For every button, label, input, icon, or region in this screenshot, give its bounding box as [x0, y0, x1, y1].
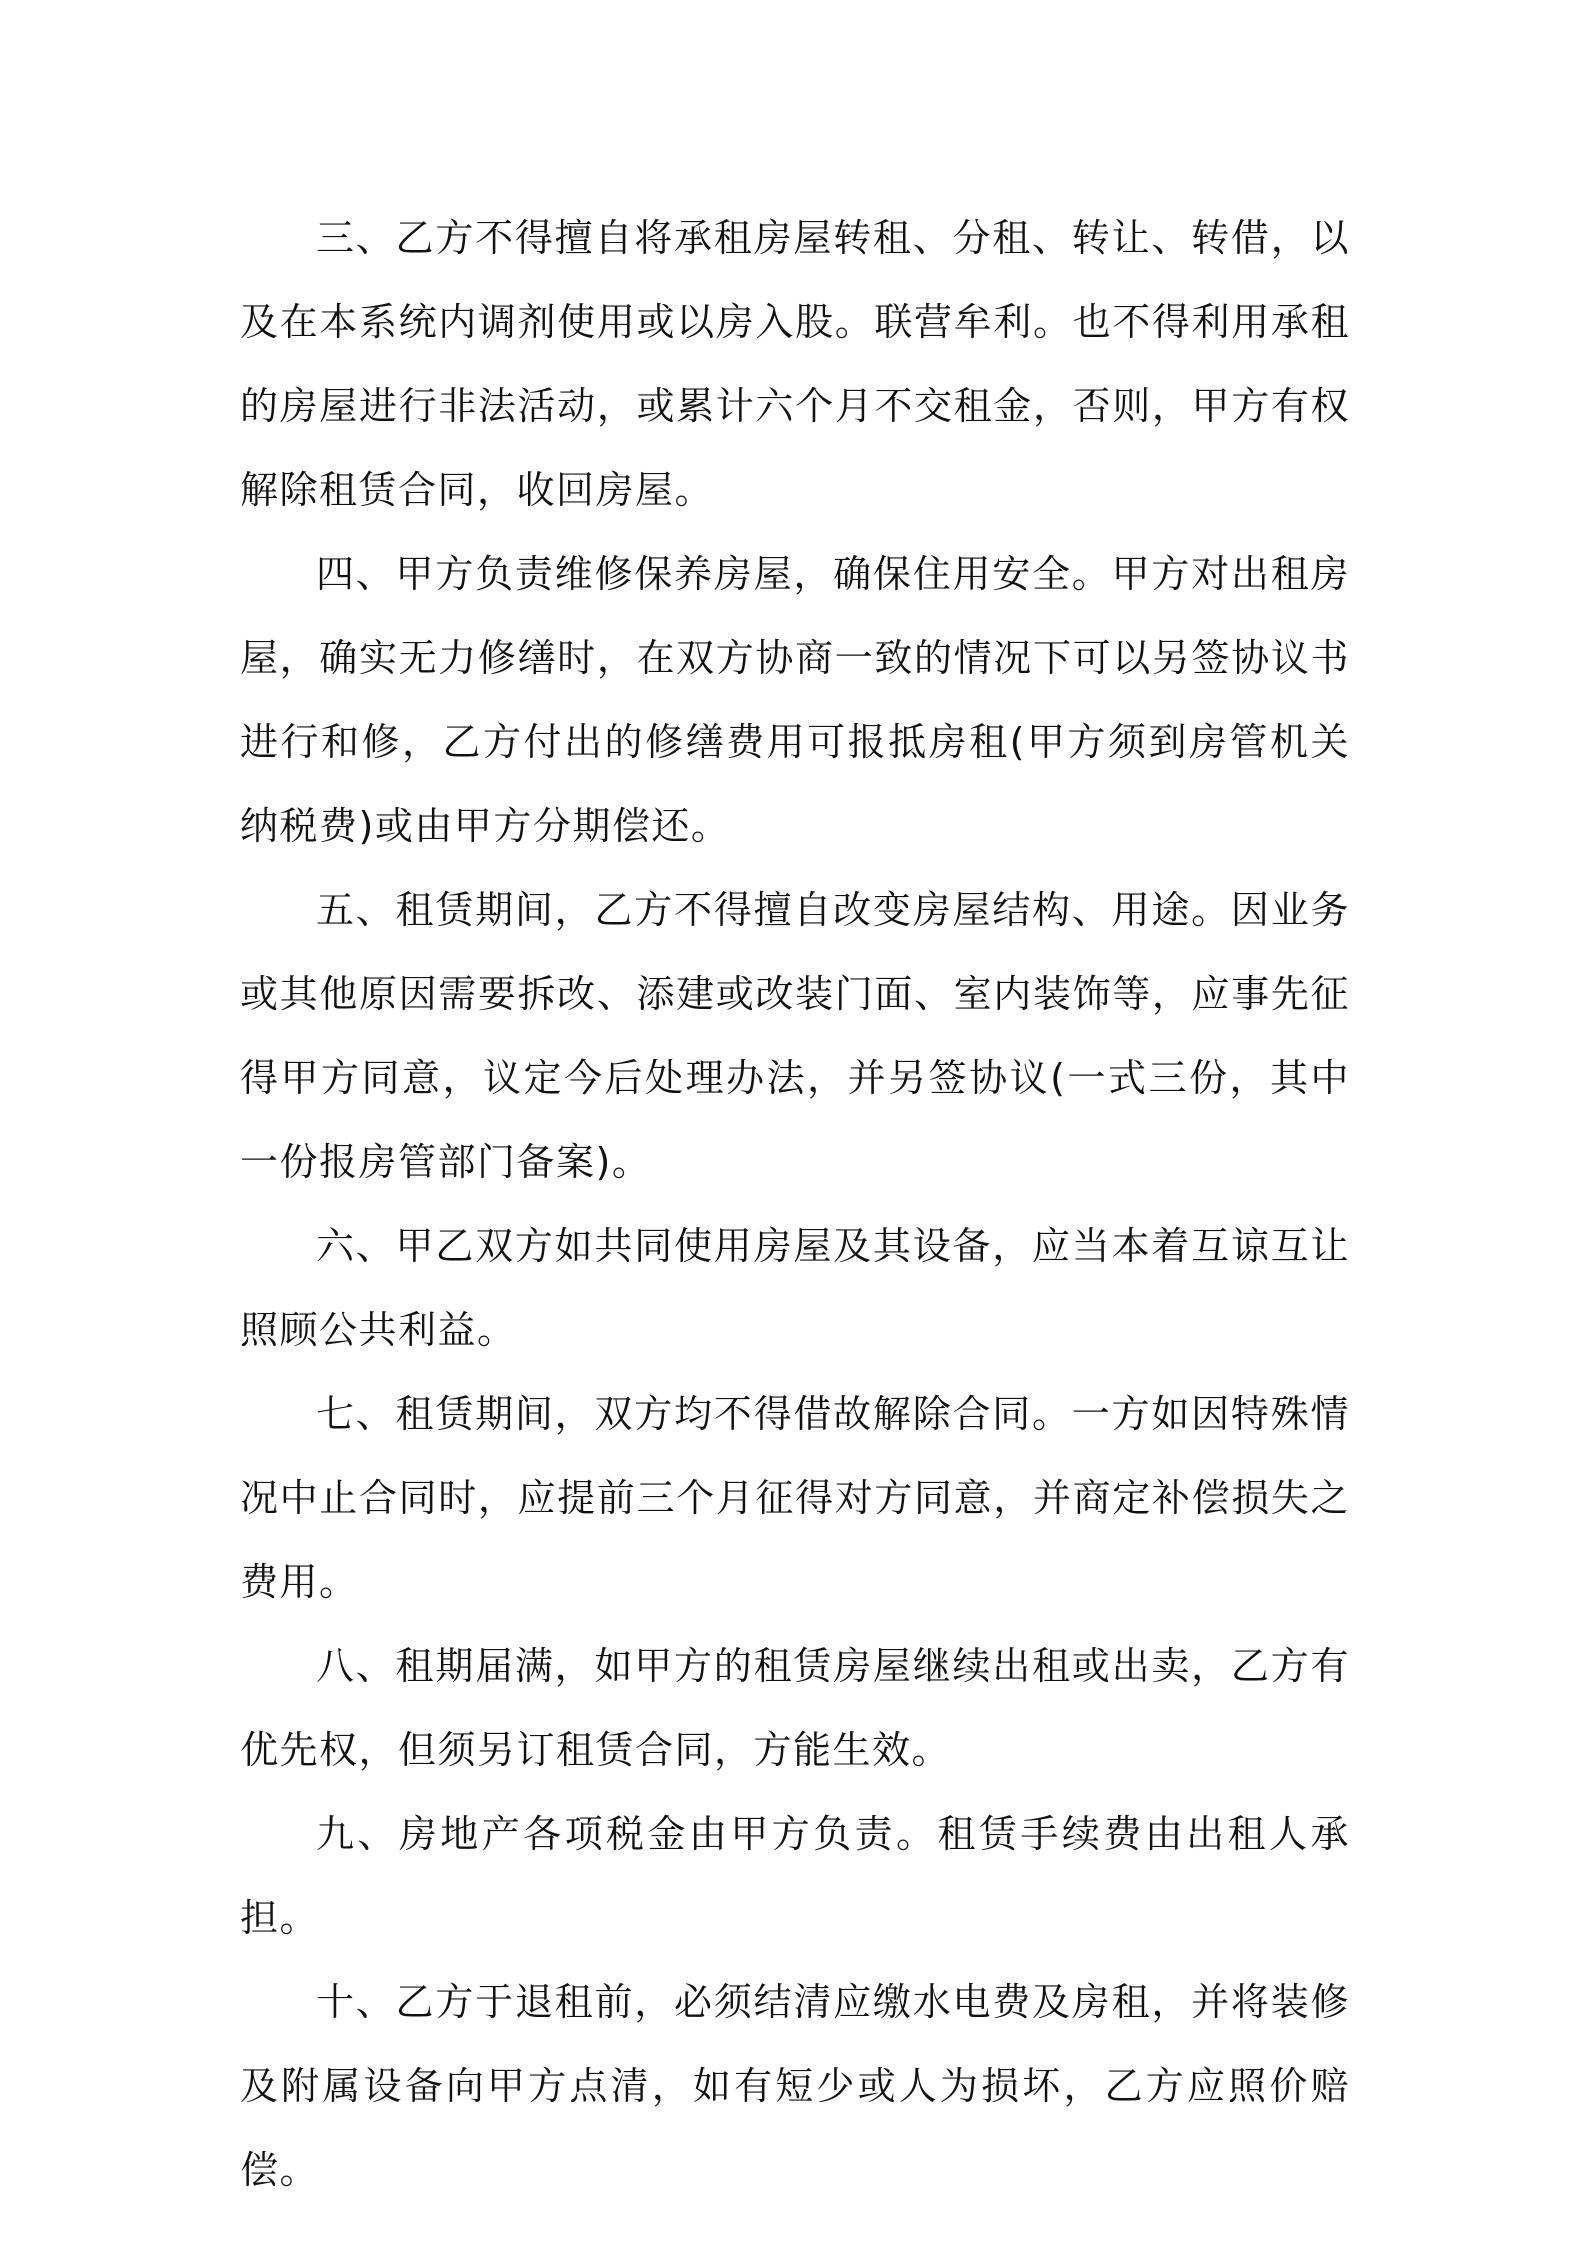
document-body [240, 196, 1350, 2212]
clause-4: 四、甲方负责维修保养房屋，确保住用安全。甲方对出租房屋，确实无力修缮时，在双方协商一致的情况下可以另签协议书进行和修，乙方付出的修缮费用可报抵房租(甲方须到房管机关纳税费)或由甲方分期偿还。 [240, 552, 1350, 848]
clause-7: 七、租赁期间，双方均不得借故解除合同。一方如因特殊情况中止合同时，应提前三个月征得对方同意，并商定补偿损失之费用。 [240, 1392, 1350, 1604]
clause-9: 九、房地产各项税金由甲方负责。租赁手续费由出租人承担。 [240, 1812, 1350, 1940]
clause-6: 六、甲乙双方如共同使用房屋及其设备，应当本着互谅互让照顾公共利益。 [240, 1224, 1350, 1352]
clause-3: 三、乙方不得擅自将承租房屋转租、分租、转让、转借，以及在本系统内调剂使用或以房入股。联营牟利。也不得利用承租的房屋进行非法活动，或累计六个月不交租金，否则，甲方有权解除租赁合同，收回房屋。 [240, 216, 1350, 512]
clause-8: 八、租期届满，如甲方的租赁房屋继续出租或出卖，乙方有优先权，但须另订租赁合同，方能生效。 [240, 1644, 1350, 1772]
clause-5: 五、租赁期间，乙方不得擅自改变房屋结构、用途。因业务或其他原因需要拆改、添建或改装门面、室内装饰等，应事先征得甲方同意，议定今后处理办法，并另签协议(一式三份，其中一份报房管部门备案)。 [240, 888, 1350, 1184]
clause-10: 十、乙方于退租前，必须结清应缴水电费及房租，并将装修及附属设备向甲方点清，如有短少或人为损坏，乙方应照价赔偿。 [240, 1980, 1350, 2192]
